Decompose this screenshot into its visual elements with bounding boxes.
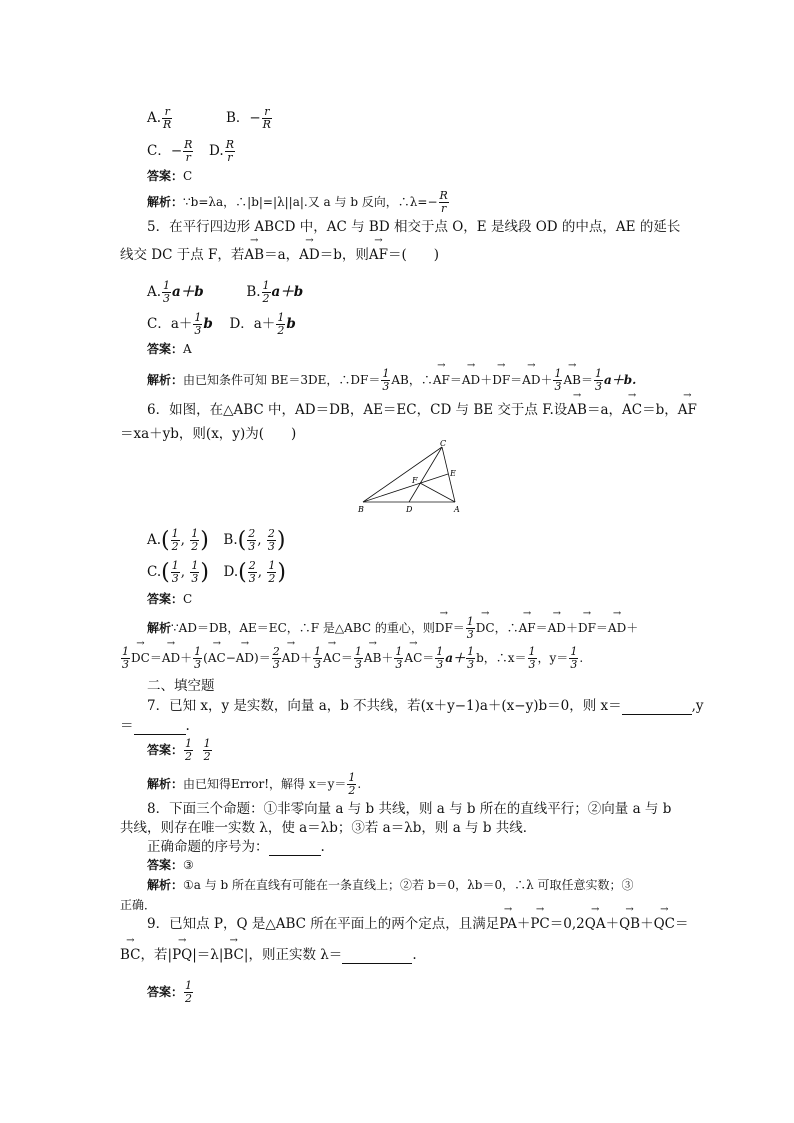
q6-analysis-line1: 解析∵AD＝DB，AE＝EC，∴F 是△ABC 的重心，则→ DF＝ $\frac{1}{3}$ → DC，∴→ AF＝→ AD＋→ DF＝→ AD＋ — [147, 616, 638, 641]
q5-analysis: 解析：由已知条件可知 BE＝3DE，∴DF＝ $\frac{1}{3}$ AB，∴→ AF＝→ AD＋→ DF＝→ AD＋ $\frac{1}{3}$ → AB＝ $\frac{1}{3}$ a＋b. — [147, 368, 636, 393]
segment-FA — [420, 483, 455, 502]
segment-BC — [363, 447, 442, 502]
q6-options-row2: C.( $\frac{1}{3}$ , $\frac{1}{3}$ ) D.( $\frac{2}{3}$ , $\frac{1}{2}$ ) — [147, 559, 286, 585]
q5-options-row1: A. $\frac{1}{3}$ a＋b B. $\frac{1}{2}$ a＋b — [147, 279, 304, 305]
label-F: F — [412, 476, 418, 485]
q7-blank-x[interactable] — [622, 700, 692, 715]
q4-options-row1: A. $\frac{r}{R}$ B．− $\frac{r}{R}$ — [147, 105, 271, 131]
q7-analysis: 解析：由已知得Error!，解得 x＝y＝ $\frac{1}{2}$ . — [147, 771, 362, 797]
q4-answer: 答案：C — [147, 169, 193, 183]
label-A: A — [454, 505, 460, 514]
section-heading: 二、填空题 — [147, 678, 215, 694]
q7-answer: 答案： $\frac{1}{2}$ $\frac{1}{2}$ — [147, 737, 211, 763]
q4-analysis: 解析：∵b=λa，∴|b|=|λ||a|.又 a 与 b 反向，∴λ=− $\frac{R}{r}$ — [147, 189, 448, 215]
q9-blank[interactable] — [342, 949, 412, 964]
q6-stem-line2: ＝xa＋yb，则(x，y)为( ) — [120, 426, 297, 442]
label-D: D — [406, 505, 413, 514]
q5-stem-line2: 线交 DC 于点 F，若→ AB＝a，→ AD＝b，则→ AF＝( ) — [120, 246, 439, 264]
q6-options-row1: A.( $\frac{1}{2}$ , $\frac{1}{2}$ ) B.( $\frac{2}{3}$ , $\frac{2}{3}$ ) — [147, 527, 286, 553]
q7-stem-line1: 7．已知 x，y 是实数，向量 a，b 不共线，若(x＋y−1)a＋(x−y)b＝0，则 x＝ ,y — [147, 698, 704, 714]
label-C: C — [440, 440, 447, 448]
fraction: $\frac{R}{r}$ — [184, 138, 193, 164]
q8-stem-line1: 8．下面三个命题：①非零向量 a 与 b 共线，则 a 与 b 所在的直线平行；②向量 a 与 b — [147, 801, 672, 817]
q8-stem-line2: 共线，则存在唯一实数 λ，使 a＝λb；③若 a＝λb，则 a 与 b 共线． — [120, 820, 537, 836]
q6-answer: 答案：C — [147, 592, 193, 606]
fraction: $\frac{r}{R}$ — [262, 105, 271, 131]
triangle-figure — [355, 440, 470, 515]
label-B: B — [358, 505, 364, 514]
q5-stem-line1: 5．在平行四边形 ABCD 中，AC 与 BD 相交于点 O，E 是线段 OD 的中点，AE 的延长 — [147, 219, 681, 235]
q9-stem-line1: 9．已知点 P，Q 是△ABC 所在平面上的两个定点，且满足→ PA＋→ PC＝0,2→ QA＋→ QB＋→ QC＝ — [147, 915, 688, 933]
q5-options-row2: C．a＋ $\frac{1}{3}$ b D．a＋ $\frac{1}{2}$ b — [147, 311, 296, 337]
fraction: $\frac{R}{r}$ — [225, 138, 234, 164]
q8-stem-line3: 正确命题的序号为： . — [147, 839, 325, 855]
segment-DC — [409, 447, 442, 502]
q8-analysis-line1: 解析：①a 与 b 所在直线有可能在一条直线上；②若 b＝0，λb＝0，∴λ 可取任意实数；③ — [147, 878, 634, 892]
q9-stem-line2: → BC，若|→ PQ|＝λ|→ BC|，则正实数 λ＝ . — [120, 946, 417, 964]
q9-answer: 答案： $\frac{1}{2}$ — [147, 979, 193, 1005]
q7-stem-line2: ＝ . — [120, 718, 190, 734]
q8-answer: 答案：③ — [147, 858, 194, 872]
fraction: $\frac{r}{R}$ — [163, 105, 172, 131]
q5-answer: 答案：A — [147, 342, 192, 356]
q7-blank-y[interactable] — [134, 720, 186, 735]
label-E: E — [450, 469, 456, 478]
segment-BE — [363, 474, 448, 502]
q6-stem-line1: 6．如图，在△ABC 中，AD＝DB，AE＝EC，CD 与 BE 交于点 F.设→ AB＝a，→ AC＝b，→ AF — [147, 401, 697, 419]
q6-analysis-line2: $\frac{1}{3}$ → DC＝→ AD＋ $\frac{1}{3}$ (→ AC−→ AD)＝ $\frac{2}{3}$ → AD＋ $\frac{1}{3}$ → AC＝ $\frac{1}{3}$ → AB＋ $\frac{1}{3}$ → AC＝ $\frac{1}{3}$ a＋ $\frac{1}{3}$ b，∴x＝ $\frac{1}{3}$ ，y＝ $\frac{1}{3}$ . — [120, 646, 583, 671]
q8-blank[interactable] — [269, 841, 321, 856]
q4-options-row2: C．− $\frac{R}{r}$ D. $\frac{R}{r}$ — [147, 138, 234, 164]
q8-analysis-line2: 正确． — [120, 898, 157, 912]
